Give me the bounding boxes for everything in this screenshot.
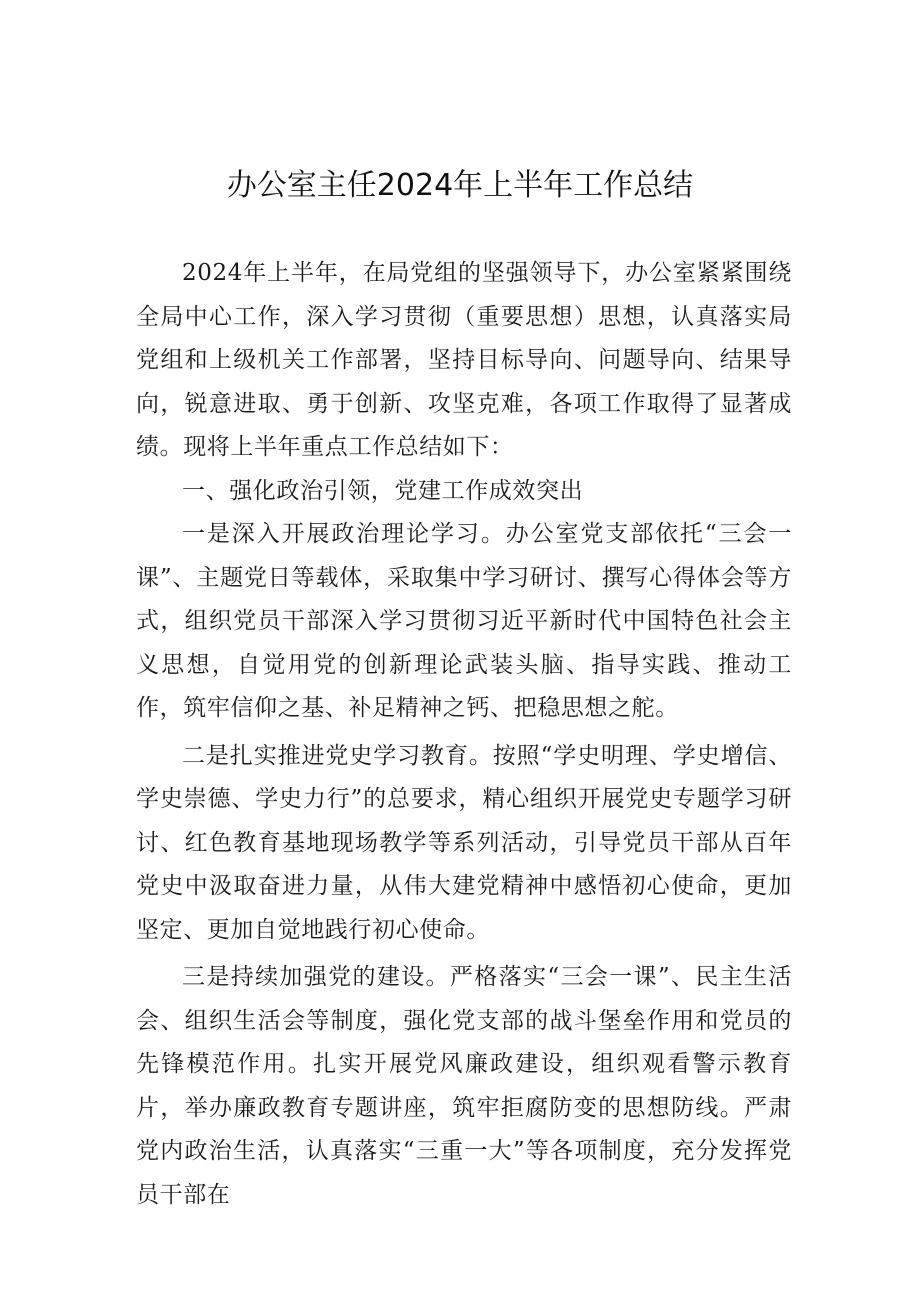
document-body	[136, 252, 792, 1217]
section-heading-1: 一、强化政治引领，党建工作成效突出	[182, 477, 584, 504]
intro-paragraph: 2024年上半年，在局党组的坚强领导下，办公室紧紧围绕全局中心工作，深入学习贯彻（重要思想）思想，认真落实局党组和上级机关工作部署，坚持目标导向、问题导向、结果导向，锐意进取、勇于创新、攻坚克难，各项工作取得了显著成绩。现将上半年重点工作总结如下：	[136, 260, 792, 460]
paragraph-party-history: 二是扎实推进党史学习教育。按照“学史明理、学史增信、学史崇德、学史力行”的总要求，精心组织开展党史专题学习研讨、红色教育基地现场教学等系列活动，引导党员干部从百年党史中汲取奋进力量，从伟大建党精神中感悟初心使命，更加坚定、更加自觉地践行初心使命。	[136, 742, 792, 943]
document-title: 办公室主任2024年上半年工作总结	[226, 168, 694, 203]
paragraph-party-building: 三是持续加强党的建设。严格落实“三会一课”、民主生活会、组织生活会等制度，强化党支部的战斗堡垒作用和党员的先锋模范作用。扎实开展党风廉政建设，组织观看警示教育片，举办廉政教育专题讲座，筑牢拒腐防变的思想防线。严肃党内政治生活，认真落实“三重一大”等各项制度，充分发挥党员干部在	[136, 964, 792, 1208]
paragraph-theory-study: 一是深入开展政治理论学习。办公室党支部依托“三会一课”、主题党日等载体，采取集中学习研讨、撰写心得体会等方式，组织党员干部深入学习贯彻习近平新时代中国特色社会主义思想，自觉用党的创新理论武装头脑、指导实践、推动工作，筑牢信仰之基、补足精神之钙、把稳思想之舵。	[136, 521, 792, 721]
